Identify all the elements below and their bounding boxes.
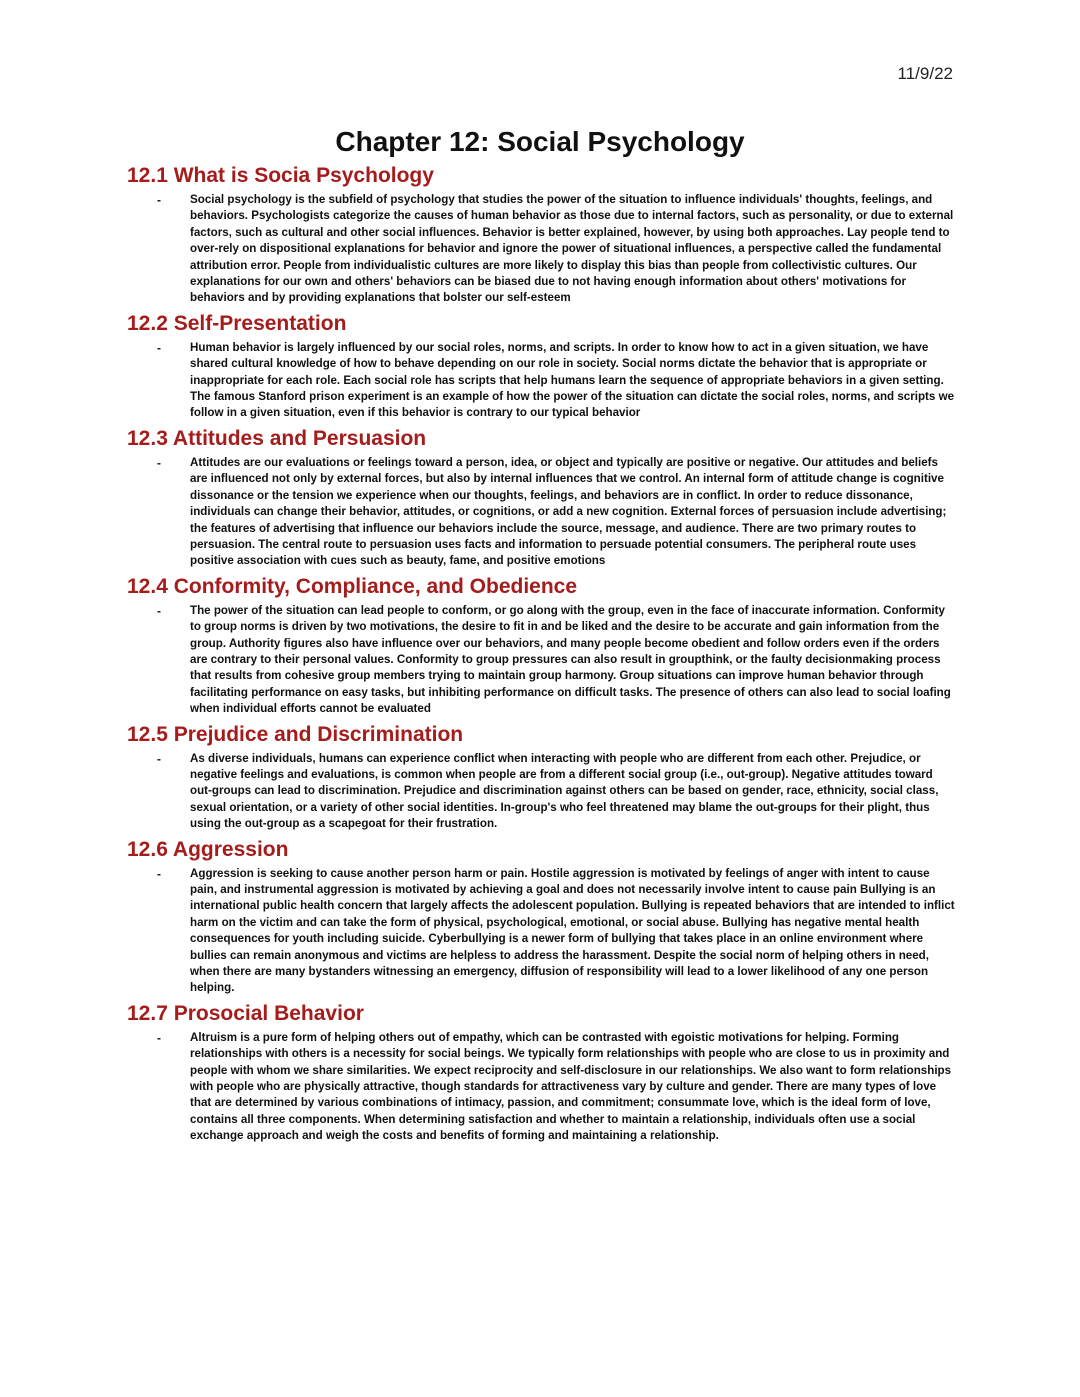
section-12-5 xyxy=(127,721,957,833)
bullet-item xyxy=(127,603,957,718)
section-12-4 xyxy=(127,573,957,718)
bullet-item xyxy=(127,340,957,422)
bullet-item xyxy=(127,455,957,570)
bullet-dash-icon: - xyxy=(157,455,161,470)
section-paragraph: Social psychology is the subfield of psychology that studies the power of the situation to influence individuals' thoughts, feelings, and behaviors. Psychologists categorize the causes of human behavior as those due to internal factors, such as personality, or due to external factors, such as cultural and other social influences. Behavior is better explained, however, by using both approaches. Lay people tend to over-rely on dispositional explanations for behavior and ignore the power of situational influences, a perspective called the fundamental attribution error. People from individualistic cultures are more likely to display this bias than people from collectivistic cultures. Our explanations for our own and others' behaviors can be biased due to not having enough information about others' motivations for behaviors and by providing explanations that bolster our self-esteem xyxy=(190,193,954,305)
bullet-dash-icon: - xyxy=(157,340,161,355)
notes-body xyxy=(127,162,957,1148)
section-paragraph: As diverse individuals, humans can experience conflict when interacting with people who are different from each other. Prejudice, or negative feelings and evaluations, is common when people are from a different social group (i.e., out-group). Negative attitudes toward out-groups can lead to discrimination. Prejudice and discrimination against others can be based on gender, race, ethnicity, social class, sexual orientation, or a variety of other social identities. In-group's who feel threatened may blame the out-groups for their plight, thus using the out-group as a scapegoat for their frustration. xyxy=(190,751,939,831)
section-heading: 12.5 Prejudice and Discrimination xyxy=(127,722,464,746)
section-heading: 12.3 Attitudes and Persuasion xyxy=(127,426,427,450)
section-heading: 12.7 Prosocial Behavior xyxy=(127,1001,364,1025)
bullet-item xyxy=(127,751,957,833)
section-paragraph: Attitudes are our evaluations or feelings toward a person, idea, or object and typically are positive or negative. Our attitudes and beliefs are influenced not only by external forces, but also by internal influences that we control. An internal form of attitude change is cognitive dissonance or the tension we experience when our thoughts, feelings, and behaviors are in conflict. In order to reduce dissonance, individuals can change their behavior, attitudes, or cognitions, or add a new cognition. External forces of persuasion include advertising; the features of advertising that influence our behaviors include the source, message, and audience. There are two primary routes to persuasion. The central route to persuasion uses facts and information to persuade potential consumers. The peripheral route uses positive association with cues such as beauty, fame, and positive emotions xyxy=(190,455,947,568)
bullet-item xyxy=(127,1030,957,1145)
section-heading: 12.1 What is Socia Psychology xyxy=(127,164,434,187)
section-12-3 xyxy=(127,425,957,570)
bullet-dash-icon: - xyxy=(157,866,161,881)
section-heading: 12.4 Conformity, Compliance, and Obedience xyxy=(127,574,578,598)
bullet-dash-icon: - xyxy=(157,1030,161,1045)
section-paragraph: Altruism is a pure form of helping others out of empathy, which can be contrasted with egoistic motivations for helping. Forming relationships with others is a necessity for social beings. We typically form relationships with people who are close to us in proximity and people with whom we share similarities. We expect reciprocity and self-disclosure in our relationships. We also want to form relationships with people who are physically attractive, though standards for attractiveness vary by culture and gender. There are many types of love that are determined by various combinations of intimacy, passion, and commitment; consummate love, which is the ideal form of love, contains all three components. When determining satisfaction and whether to maintain a relationship, individuals often use a social exchange approach and weigh the costs and benefits of forming and maintaining a relationship. xyxy=(190,1030,952,1143)
bullet-item xyxy=(127,866,957,997)
section-12-6 xyxy=(127,836,957,997)
bullet-dash-icon: - xyxy=(157,603,161,618)
section-paragraph: The power of the situation can lead people to conform, or go along with the group, even in the face of inaccurate information. Conformity to group norms is driven by two motivations, the desire to fit in and be liked and the desire to be accurate and gain information from the group. Authority figures also have influence over our behaviors, and many people become obedient and follow orders even if the orders are contrary to their personal values. Conformity to group pressures can also result in groupthink, or the faulty decisionmaking process that results from cohesive group members trying to maintain group harmony. Group situations can improve human behavior through facilitating performance on easy tasks, but inhibiting performance on difficult tasks. The presence of others can also lead to social loafing when individual efforts cannot be evaluated xyxy=(190,603,951,716)
bullet-dash-icon: - xyxy=(157,193,161,207)
bullet-item xyxy=(127,192,957,307)
date-label: 11/9/22 xyxy=(897,64,953,83)
section-12-2 xyxy=(127,310,957,422)
section-paragraph: Aggression is seeking to cause another person harm or pain. Hostile aggression is motivated by feelings of anger with intent to cause pain, and instrumental aggression is motivated by achieving a goal and does not necessarily involve intent to cause pain Bullying is an international public health concern that largely affects the adolescent population. Bullying is repeated behaviors that are intended to inflict harm on the victim and can take the form of physical, psychological, emotional, or social abuse. Bullying has negative mental health consequences for youth including suicide. Cyberbullying is a newer form of bullying that takes place in an online environment where bullies can remain anonymous and victims are helpless to address the harassment. Despite the social norm of helping others in need, when there are many bystanders witnessing an emergency, diffusion of responsibility will lead to a lower likelihood of any one person helping. xyxy=(190,866,955,995)
section-12-7 xyxy=(127,1000,957,1145)
section-heading: 12.6 Aggression xyxy=(127,837,289,861)
section-heading: 12.2 Self-Presentation xyxy=(127,311,347,335)
section-paragraph: Human behavior is largely influenced by our social roles, norms, and scripts. In order to know how to act in a given situation, we have shared cultural knowledge of how to behave depending on our role in society. Social norms dictate the behavior that is appropriate or inappropriate for each role. Each social role has scripts that help humans learn the sequence of appropriate behaviors in a given setting. The famous Stanford prison experiment is an example of how the power of the situation can dictate the social roles, norms, and scripts we follow in a given situation, even if this behavior is contrary to our typical behavior xyxy=(190,340,955,420)
section-12-1 xyxy=(127,162,957,307)
bullet-dash-icon: - xyxy=(157,751,161,766)
chapter-title: Chapter 12: Social Psychology xyxy=(335,126,745,157)
